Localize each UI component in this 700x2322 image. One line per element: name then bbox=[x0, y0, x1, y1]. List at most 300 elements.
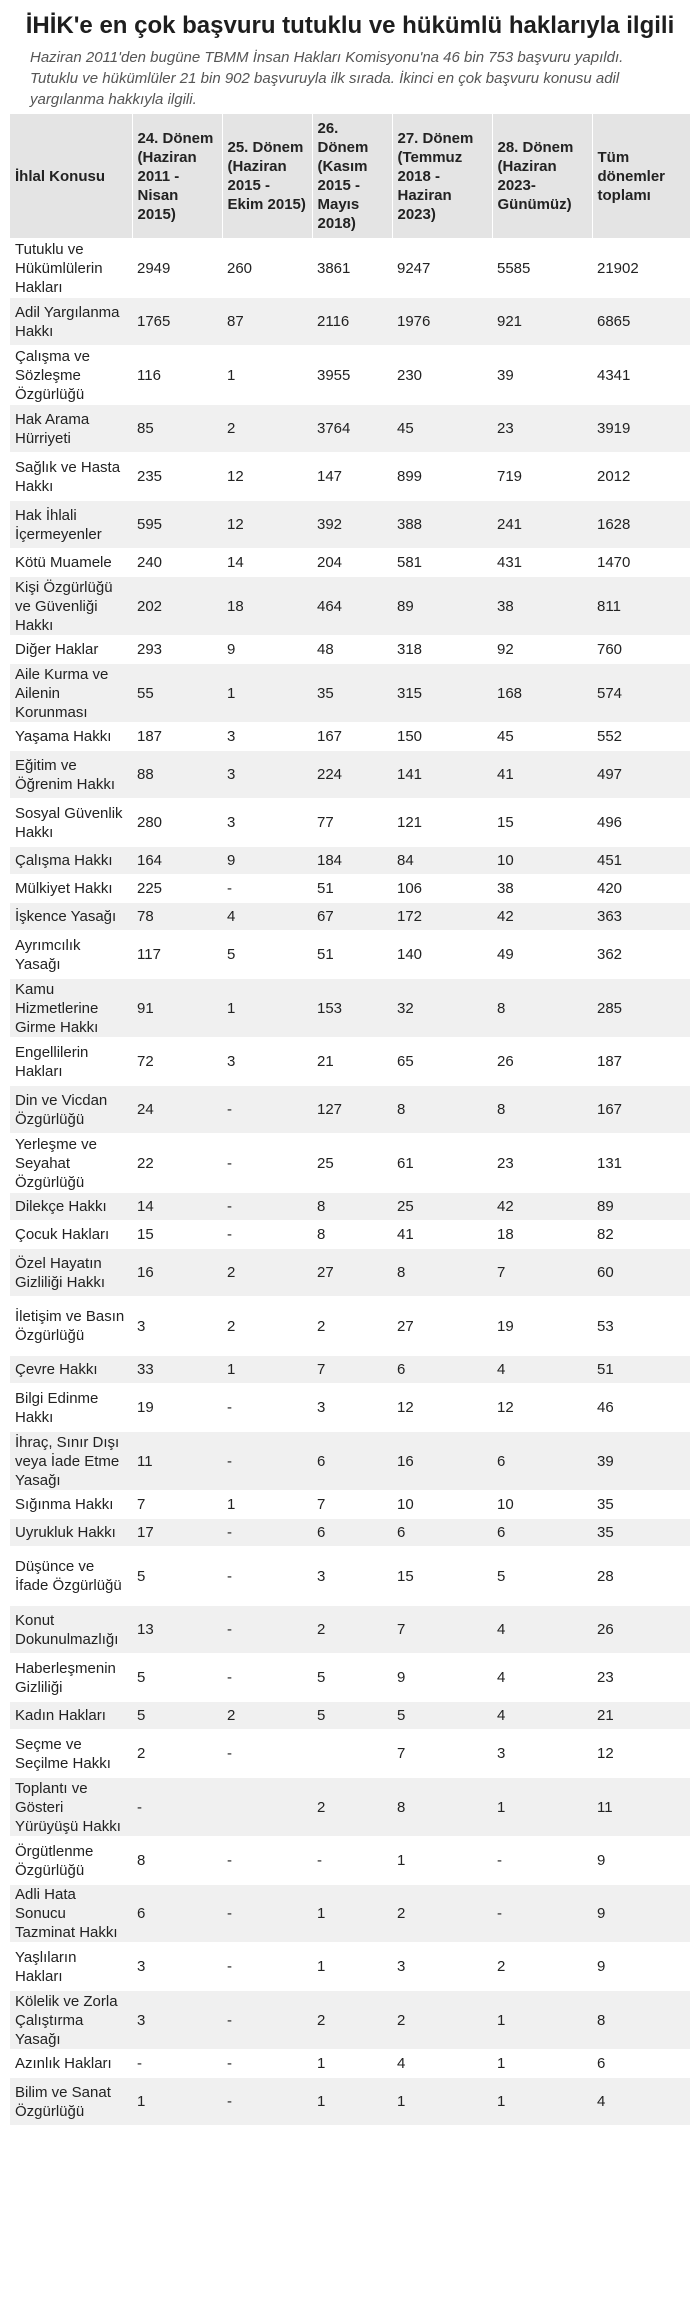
cell-topic: Çalışma ve Sözleşme Özgürlüğü bbox=[10, 346, 132, 405]
cell-topic: Eğitim ve Öğrenim Hakkı bbox=[10, 751, 132, 799]
cell-total: 26 bbox=[592, 1606, 690, 1654]
cell-term-25: - bbox=[222, 1991, 312, 2050]
cell-term-27: 1976 bbox=[392, 298, 492, 346]
cell-topic: Seçme ve Seçilme Hakkı bbox=[10, 1730, 132, 1778]
cell-term-24: 3 bbox=[132, 1943, 222, 1991]
table-row bbox=[10, 1702, 690, 1730]
cell-term-27: 318 bbox=[392, 636, 492, 664]
cell-term-27: 1 bbox=[392, 2078, 492, 2126]
cell-term-27: 15 bbox=[392, 1547, 492, 1606]
table-row bbox=[10, 1730, 690, 1778]
cell-total: 3919 bbox=[592, 405, 690, 453]
cell-term-26: 2 bbox=[312, 1991, 392, 2050]
cell-term-28: 12 bbox=[492, 1384, 592, 1432]
cell-term-24: 88 bbox=[132, 751, 222, 799]
cell-term-25: 260 bbox=[222, 239, 312, 298]
cell-term-28: 26 bbox=[492, 1038, 592, 1086]
cell-total: 451 bbox=[592, 847, 690, 875]
cell-term-26: 127 bbox=[312, 1086, 392, 1134]
cell-term-25: - bbox=[222, 1086, 312, 1134]
cell-total: 82 bbox=[592, 1221, 690, 1249]
cell-term-25: 2 bbox=[222, 1249, 312, 1297]
cell-term-25: 2 bbox=[222, 1702, 312, 1730]
cell-term-28: 92 bbox=[492, 636, 592, 664]
cell-topic: Hak Arama Hürriyeti bbox=[10, 405, 132, 453]
cell-term-27: 8 bbox=[392, 1778, 492, 1837]
cell-term-26: 1 bbox=[312, 2078, 392, 2126]
cell-term-24: 1 bbox=[132, 2078, 222, 2126]
cell-term-26: 8 bbox=[312, 1221, 392, 1249]
table-row bbox=[10, 1384, 690, 1432]
cell-term-27: 27 bbox=[392, 1297, 492, 1356]
cell-term-28: 1 bbox=[492, 2050, 592, 2078]
cell-term-24: 14 bbox=[132, 1193, 222, 1221]
cell-total: 39 bbox=[592, 1432, 690, 1491]
cell-term-24: 7 bbox=[132, 1491, 222, 1519]
cell-term-26: 204 bbox=[312, 549, 392, 577]
cell-total: 9 bbox=[592, 1943, 690, 1991]
cell-term-26: 25 bbox=[312, 1134, 392, 1193]
cell-term-27: 2 bbox=[392, 1885, 492, 1943]
table-row bbox=[10, 1519, 690, 1547]
cell-term-28: 1 bbox=[492, 1991, 592, 2050]
cell-topic: Bilim ve Sanat Özgürlüğü bbox=[10, 2078, 132, 2126]
cell-total: 21 bbox=[592, 1702, 690, 1730]
cell-term-25: 3 bbox=[222, 799, 312, 847]
cell-topic: İletişim ve Basın Özgürlüğü bbox=[10, 1297, 132, 1356]
cell-term-24: 235 bbox=[132, 453, 222, 501]
cell-term-27: 388 bbox=[392, 501, 492, 549]
cell-total: 4341 bbox=[592, 346, 690, 405]
cell-topic: Düşünce ve İfade Özgürlüğü bbox=[10, 1547, 132, 1606]
table-row bbox=[10, 979, 690, 1038]
cell-topic: Yaşlıların Hakları bbox=[10, 1943, 132, 1991]
cell-topic: Adil Yargılanma Hakkı bbox=[10, 298, 132, 346]
cell-term-28: 4 bbox=[492, 1702, 592, 1730]
cell-topic: Yerleşme ve Seyahat Özgürlüğü bbox=[10, 1134, 132, 1193]
cell-term-28: 23 bbox=[492, 1134, 592, 1193]
cell-total: 1628 bbox=[592, 501, 690, 549]
cell-total: 6865 bbox=[592, 298, 690, 346]
cell-term-27: 9 bbox=[392, 1654, 492, 1702]
cell-term-24: 595 bbox=[132, 501, 222, 549]
cell-total: 35 bbox=[592, 1519, 690, 1547]
cell-term-26: 1 bbox=[312, 2050, 392, 2078]
cell-term-26: 3955 bbox=[312, 346, 392, 405]
cell-term-28: 1 bbox=[492, 1778, 592, 1837]
cell-term-28: 5 bbox=[492, 1547, 592, 1606]
cell-term-24: 24 bbox=[132, 1086, 222, 1134]
cell-term-26: 6 bbox=[312, 1519, 392, 1547]
cell-term-26: 7 bbox=[312, 1356, 392, 1384]
cell-term-24: - bbox=[132, 1778, 222, 1837]
cell-term-26: 153 bbox=[312, 979, 392, 1038]
cell-term-25: 3 bbox=[222, 723, 312, 751]
table-row bbox=[10, 1432, 690, 1491]
table-row bbox=[10, 931, 690, 979]
table-row bbox=[10, 1134, 690, 1193]
cell-term-24: 5 bbox=[132, 1654, 222, 1702]
cell-term-26: 6 bbox=[312, 1432, 392, 1491]
cell-term-27: 141 bbox=[392, 751, 492, 799]
cell-term-24: 72 bbox=[132, 1038, 222, 1086]
table-row bbox=[10, 1249, 690, 1297]
cell-term-26: 8 bbox=[312, 1193, 392, 1221]
cell-term-27: 6 bbox=[392, 1356, 492, 1384]
cell-total: 4 bbox=[592, 2078, 690, 2126]
cell-total: 497 bbox=[592, 751, 690, 799]
column-header-total: Tüm dönemler toplamı bbox=[592, 114, 690, 239]
cell-term-28: 5585 bbox=[492, 239, 592, 298]
cell-term-24: 117 bbox=[132, 931, 222, 979]
cell-term-24: 55 bbox=[132, 664, 222, 723]
table-row bbox=[10, 1086, 690, 1134]
cell-term-25: 3 bbox=[222, 751, 312, 799]
cell-term-27: 65 bbox=[392, 1038, 492, 1086]
table-header bbox=[10, 114, 690, 239]
cell-total: 53 bbox=[592, 1297, 690, 1356]
cell-term-28: 42 bbox=[492, 903, 592, 931]
column-header-term-25: 25. Dönem (Haziran 2015 - Ekim 2015) bbox=[222, 114, 312, 239]
cell-topic: Çocuk Hakları bbox=[10, 1221, 132, 1249]
cell-topic: İşkence Yasağı bbox=[10, 903, 132, 931]
cell-term-26: 2 bbox=[312, 1778, 392, 1837]
cell-term-25: - bbox=[222, 2050, 312, 2078]
cell-term-28: 4 bbox=[492, 1606, 592, 1654]
cell-term-25: - bbox=[222, 2078, 312, 2126]
cell-topic: Konut Dokunulmazlığı bbox=[10, 1606, 132, 1654]
cell-term-24: 225 bbox=[132, 875, 222, 903]
table-row bbox=[10, 239, 690, 298]
cell-term-25: 12 bbox=[222, 501, 312, 549]
cell-topic: Mülkiyet Hakkı bbox=[10, 875, 132, 903]
cell-term-27: 10 bbox=[392, 1491, 492, 1519]
cell-total: 811 bbox=[592, 577, 690, 636]
cell-term-27: 581 bbox=[392, 549, 492, 577]
cell-total: 760 bbox=[592, 636, 690, 664]
page-title: İHİK'e en çok başvuru tutuklu ve hükümlü haklarıyla ilgili bbox=[25, 12, 675, 39]
table-row bbox=[10, 1885, 690, 1943]
cell-term-28: 719 bbox=[492, 453, 592, 501]
cell-term-28: 23 bbox=[492, 405, 592, 453]
cell-total: 363 bbox=[592, 903, 690, 931]
cell-term-26: 2116 bbox=[312, 298, 392, 346]
cell-term-28: - bbox=[492, 1885, 592, 1943]
cell-term-28: 45 bbox=[492, 723, 592, 751]
cell-topic: Özel Hayatın Gizliliği Hakkı bbox=[10, 1249, 132, 1297]
table-row bbox=[10, 799, 690, 847]
cell-term-26: 2 bbox=[312, 1297, 392, 1356]
cell-term-27: 41 bbox=[392, 1221, 492, 1249]
cell-topic: Diğer Haklar bbox=[10, 636, 132, 664]
cell-topic: Ayrımcılık Yasağı bbox=[10, 931, 132, 979]
cell-term-26: 21 bbox=[312, 1038, 392, 1086]
cell-term-28: 1 bbox=[492, 2078, 592, 2126]
cell-term-25: - bbox=[222, 1134, 312, 1193]
cell-term-27: 16 bbox=[392, 1432, 492, 1491]
table-row bbox=[10, 2078, 690, 2126]
cell-term-25: - bbox=[222, 1519, 312, 1547]
cell-term-28: 39 bbox=[492, 346, 592, 405]
cell-term-28: 7 bbox=[492, 1249, 592, 1297]
cell-term-25: 2 bbox=[222, 1297, 312, 1356]
cell-term-24: 187 bbox=[132, 723, 222, 751]
cell-term-25: - bbox=[222, 1730, 312, 1778]
cell-term-26: 3764 bbox=[312, 405, 392, 453]
cell-term-24: 2 bbox=[132, 1730, 222, 1778]
table-row bbox=[10, 1943, 690, 1991]
cell-term-28: 431 bbox=[492, 549, 592, 577]
cell-term-26: 184 bbox=[312, 847, 392, 875]
cell-topic: Çalışma Hakkı bbox=[10, 847, 132, 875]
cell-term-26: 27 bbox=[312, 1249, 392, 1297]
cell-term-24: 78 bbox=[132, 903, 222, 931]
cell-topic: Adli Hata Sonucu Tazminat Hakkı bbox=[10, 1885, 132, 1943]
column-header-term-27: 27. Dönem (Temmuz 2018 - Haziran 2023) bbox=[392, 114, 492, 239]
table-row bbox=[10, 549, 690, 577]
cell-term-26: 392 bbox=[312, 501, 392, 549]
cell-topic: Bilgi Edinme Hakkı bbox=[10, 1384, 132, 1432]
cell-term-28: 10 bbox=[492, 1491, 592, 1519]
cell-term-24: - bbox=[132, 2050, 222, 2078]
cell-term-26: 67 bbox=[312, 903, 392, 931]
cell-term-27: 84 bbox=[392, 847, 492, 875]
cell-term-27: 7 bbox=[392, 1606, 492, 1654]
table-row bbox=[10, 2050, 690, 2078]
cell-term-28: 8 bbox=[492, 1086, 592, 1134]
cell-term-25: 9 bbox=[222, 636, 312, 664]
cell-term-26: - bbox=[312, 1837, 392, 1885]
cell-total: 11 bbox=[592, 1778, 690, 1837]
cell-term-27: 8 bbox=[392, 1086, 492, 1134]
cell-term-24: 1765 bbox=[132, 298, 222, 346]
cell-term-25: 1 bbox=[222, 1491, 312, 1519]
cell-term-24: 2949 bbox=[132, 239, 222, 298]
table-row bbox=[10, 577, 690, 636]
table-row bbox=[10, 501, 690, 549]
cell-term-26: 167 bbox=[312, 723, 392, 751]
table-row bbox=[10, 1837, 690, 1885]
cell-total: 167 bbox=[592, 1086, 690, 1134]
table-row bbox=[10, 1547, 690, 1606]
table-body bbox=[10, 239, 690, 2126]
cell-term-25: 1 bbox=[222, 346, 312, 405]
cell-topic: Kişi Özgürlüğü ve Güvenliği Hakkı bbox=[10, 577, 132, 636]
table-row bbox=[10, 903, 690, 931]
cell-term-24: 280 bbox=[132, 799, 222, 847]
cell-topic: Din ve Vicdan Özgürlüğü bbox=[10, 1086, 132, 1134]
column-header-term-26: 26. Dönem (Kasım 2015 - Mayıs 2018) bbox=[312, 114, 392, 239]
cell-topic: Tutuklu ve Hükümlülerin Hakları bbox=[10, 239, 132, 298]
cell-term-27: 230 bbox=[392, 346, 492, 405]
cell-term-28: 241 bbox=[492, 501, 592, 549]
column-header-topic: İhlal Konusu bbox=[10, 114, 132, 239]
table-row bbox=[10, 664, 690, 723]
cell-term-27: 4 bbox=[392, 2050, 492, 2078]
cell-term-28: 2 bbox=[492, 1943, 592, 1991]
data-table bbox=[10, 114, 691, 2125]
cell-term-25: - bbox=[222, 1606, 312, 1654]
cell-term-26: 1 bbox=[312, 1943, 392, 1991]
table-row bbox=[10, 1193, 690, 1221]
cell-term-26: 3 bbox=[312, 1384, 392, 1432]
cell-term-26: 464 bbox=[312, 577, 392, 636]
cell-term-26: 7 bbox=[312, 1491, 392, 1519]
cell-term-25: - bbox=[222, 1193, 312, 1221]
cell-term-28: 15 bbox=[492, 799, 592, 847]
table-row bbox=[10, 875, 690, 903]
table-row bbox=[10, 405, 690, 453]
cell-term-24: 202 bbox=[132, 577, 222, 636]
cell-total: 9 bbox=[592, 1885, 690, 1943]
cell-term-25: - bbox=[222, 1654, 312, 1702]
cell-term-28: 38 bbox=[492, 875, 592, 903]
cell-term-24: 240 bbox=[132, 549, 222, 577]
cell-term-26: 147 bbox=[312, 453, 392, 501]
cell-term-27: 5 bbox=[392, 1702, 492, 1730]
cell-term-25: 14 bbox=[222, 549, 312, 577]
table-row bbox=[10, 1991, 690, 2050]
cell-term-25: 3 bbox=[222, 1038, 312, 1086]
cell-term-25: 87 bbox=[222, 298, 312, 346]
cell-term-27: 32 bbox=[392, 979, 492, 1038]
cell-topic: Örgütlenme Özgürlüğü bbox=[10, 1837, 132, 1885]
cell-term-25: - bbox=[222, 1221, 312, 1249]
cell-total: 131 bbox=[592, 1134, 690, 1193]
cell-total: 187 bbox=[592, 1038, 690, 1086]
cell-term-28: - bbox=[492, 1837, 592, 1885]
cell-term-25: - bbox=[222, 875, 312, 903]
cell-term-25 bbox=[222, 1778, 312, 1837]
cell-term-26 bbox=[312, 1730, 392, 1778]
cell-topic: Sağlık ve Hasta Hakkı bbox=[10, 453, 132, 501]
table-row bbox=[10, 723, 690, 751]
cell-topic: Kamu Hizmetlerine Girme Hakkı bbox=[10, 979, 132, 1038]
cell-term-24: 33 bbox=[132, 1356, 222, 1384]
cell-term-27: 6 bbox=[392, 1519, 492, 1547]
cell-term-24: 91 bbox=[132, 979, 222, 1038]
cell-term-26: 3861 bbox=[312, 239, 392, 298]
cell-term-27: 315 bbox=[392, 664, 492, 723]
cell-term-28: 4 bbox=[492, 1654, 592, 1702]
cell-term-26: 51 bbox=[312, 875, 392, 903]
page-subtitle: Haziran 2011'den bugüne TBMM İnsan Hakları Komisyonu'na 46 bin 753 başvuru yapıldı. Tutuklu ve hükümlüler 21 bin 902 başvuruyla ilk sırada. İkinci en çok başvuru konusu adil yargılanma hakkıyla ilgili. bbox=[30, 49, 624, 108]
cell-topic: İhraç, Sınır Dışı veya İade Etme Yasağı bbox=[10, 1432, 132, 1491]
table-row bbox=[10, 1778, 690, 1837]
cell-term-25: 1 bbox=[222, 664, 312, 723]
cell-term-27: 3 bbox=[392, 1943, 492, 1991]
cell-total: 8 bbox=[592, 1991, 690, 2050]
cell-term-28: 8 bbox=[492, 979, 592, 1038]
cell-term-24: 17 bbox=[132, 1519, 222, 1547]
cell-term-26: 2 bbox=[312, 1606, 392, 1654]
cell-term-25: 2 bbox=[222, 405, 312, 453]
cell-total: 12 bbox=[592, 1730, 690, 1778]
cell-term-27: 140 bbox=[392, 931, 492, 979]
cell-term-25: 1 bbox=[222, 979, 312, 1038]
cell-term-25: 18 bbox=[222, 577, 312, 636]
cell-term-28: 49 bbox=[492, 931, 592, 979]
cell-total: 60 bbox=[592, 1249, 690, 1297]
cell-term-24: 293 bbox=[132, 636, 222, 664]
cell-term-28: 168 bbox=[492, 664, 592, 723]
cell-term-24: 19 bbox=[132, 1384, 222, 1432]
cell-term-25: 12 bbox=[222, 453, 312, 501]
cell-term-24: 13 bbox=[132, 1606, 222, 1654]
cell-term-27: 7 bbox=[392, 1730, 492, 1778]
cell-term-26: 224 bbox=[312, 751, 392, 799]
cell-topic: Sosyal Güvenlik Hakkı bbox=[10, 799, 132, 847]
cell-term-28: 41 bbox=[492, 751, 592, 799]
cell-term-25: - bbox=[222, 1837, 312, 1885]
table-row bbox=[10, 1654, 690, 1702]
cell-term-26: 51 bbox=[312, 931, 392, 979]
cell-topic: Engellilerin Hakları bbox=[10, 1038, 132, 1086]
cell-topic: Yaşama Hakkı bbox=[10, 723, 132, 751]
cell-term-27: 150 bbox=[392, 723, 492, 751]
cell-total: 552 bbox=[592, 723, 690, 751]
cell-term-25: 4 bbox=[222, 903, 312, 931]
cell-total: 362 bbox=[592, 931, 690, 979]
cell-topic: Kölelik ve Zorla Çalıştırma Yasağı bbox=[10, 1991, 132, 2050]
cell-term-27: 8 bbox=[392, 1249, 492, 1297]
cell-total: 46 bbox=[592, 1384, 690, 1432]
table-row bbox=[10, 346, 690, 405]
cell-total: 574 bbox=[592, 664, 690, 723]
cell-term-25: - bbox=[222, 1432, 312, 1491]
cell-total: 35 bbox=[592, 1491, 690, 1519]
cell-topic: Aile Kurma ve Ailenin Korunması bbox=[10, 664, 132, 723]
cell-term-26: 1 bbox=[312, 1885, 392, 1943]
cell-topic: Hak İhlali İçermeyenler bbox=[10, 501, 132, 549]
cell-term-28: 4 bbox=[492, 1356, 592, 1384]
cell-term-25: - bbox=[222, 1885, 312, 1943]
table-row bbox=[10, 1297, 690, 1356]
cell-term-28: 3 bbox=[492, 1730, 592, 1778]
cell-term-28: 6 bbox=[492, 1519, 592, 1547]
cell-total: 51 bbox=[592, 1356, 690, 1384]
cell-topic: Sığınma Hakkı bbox=[10, 1491, 132, 1519]
cell-term-24: 16 bbox=[132, 1249, 222, 1297]
cell-total: 28 bbox=[592, 1547, 690, 1606]
cell-term-24: 6 bbox=[132, 1885, 222, 1943]
cell-term-27: 2 bbox=[392, 1991, 492, 2050]
cell-term-25: 9 bbox=[222, 847, 312, 875]
cell-term-27: 121 bbox=[392, 799, 492, 847]
cell-topic: Kötü Muamele bbox=[10, 549, 132, 577]
cell-term-24: 5 bbox=[132, 1702, 222, 1730]
cell-term-28: 38 bbox=[492, 577, 592, 636]
cell-term-26: 5 bbox=[312, 1654, 392, 1702]
column-header-term-28: 28. Dönem (Haziran 2023- Günümüz) bbox=[492, 114, 592, 239]
cell-total: 496 bbox=[592, 799, 690, 847]
cell-term-27: 89 bbox=[392, 577, 492, 636]
cell-total: 9 bbox=[592, 1837, 690, 1885]
cell-term-28: 18 bbox=[492, 1221, 592, 1249]
cell-topic: Uyrukluk Hakkı bbox=[10, 1519, 132, 1547]
cell-term-25: - bbox=[222, 1547, 312, 1606]
cell-total: 1470 bbox=[592, 549, 690, 577]
cell-term-26: 48 bbox=[312, 636, 392, 664]
cell-term-24: 116 bbox=[132, 346, 222, 405]
cell-term-26: 3 bbox=[312, 1547, 392, 1606]
cell-term-25: - bbox=[222, 1384, 312, 1432]
cell-term-24: 15 bbox=[132, 1221, 222, 1249]
cell-term-26: 35 bbox=[312, 664, 392, 723]
cell-topic: Haberleşmenin Gizliliği bbox=[10, 1654, 132, 1702]
table-row bbox=[10, 1038, 690, 1086]
table-row bbox=[10, 751, 690, 799]
